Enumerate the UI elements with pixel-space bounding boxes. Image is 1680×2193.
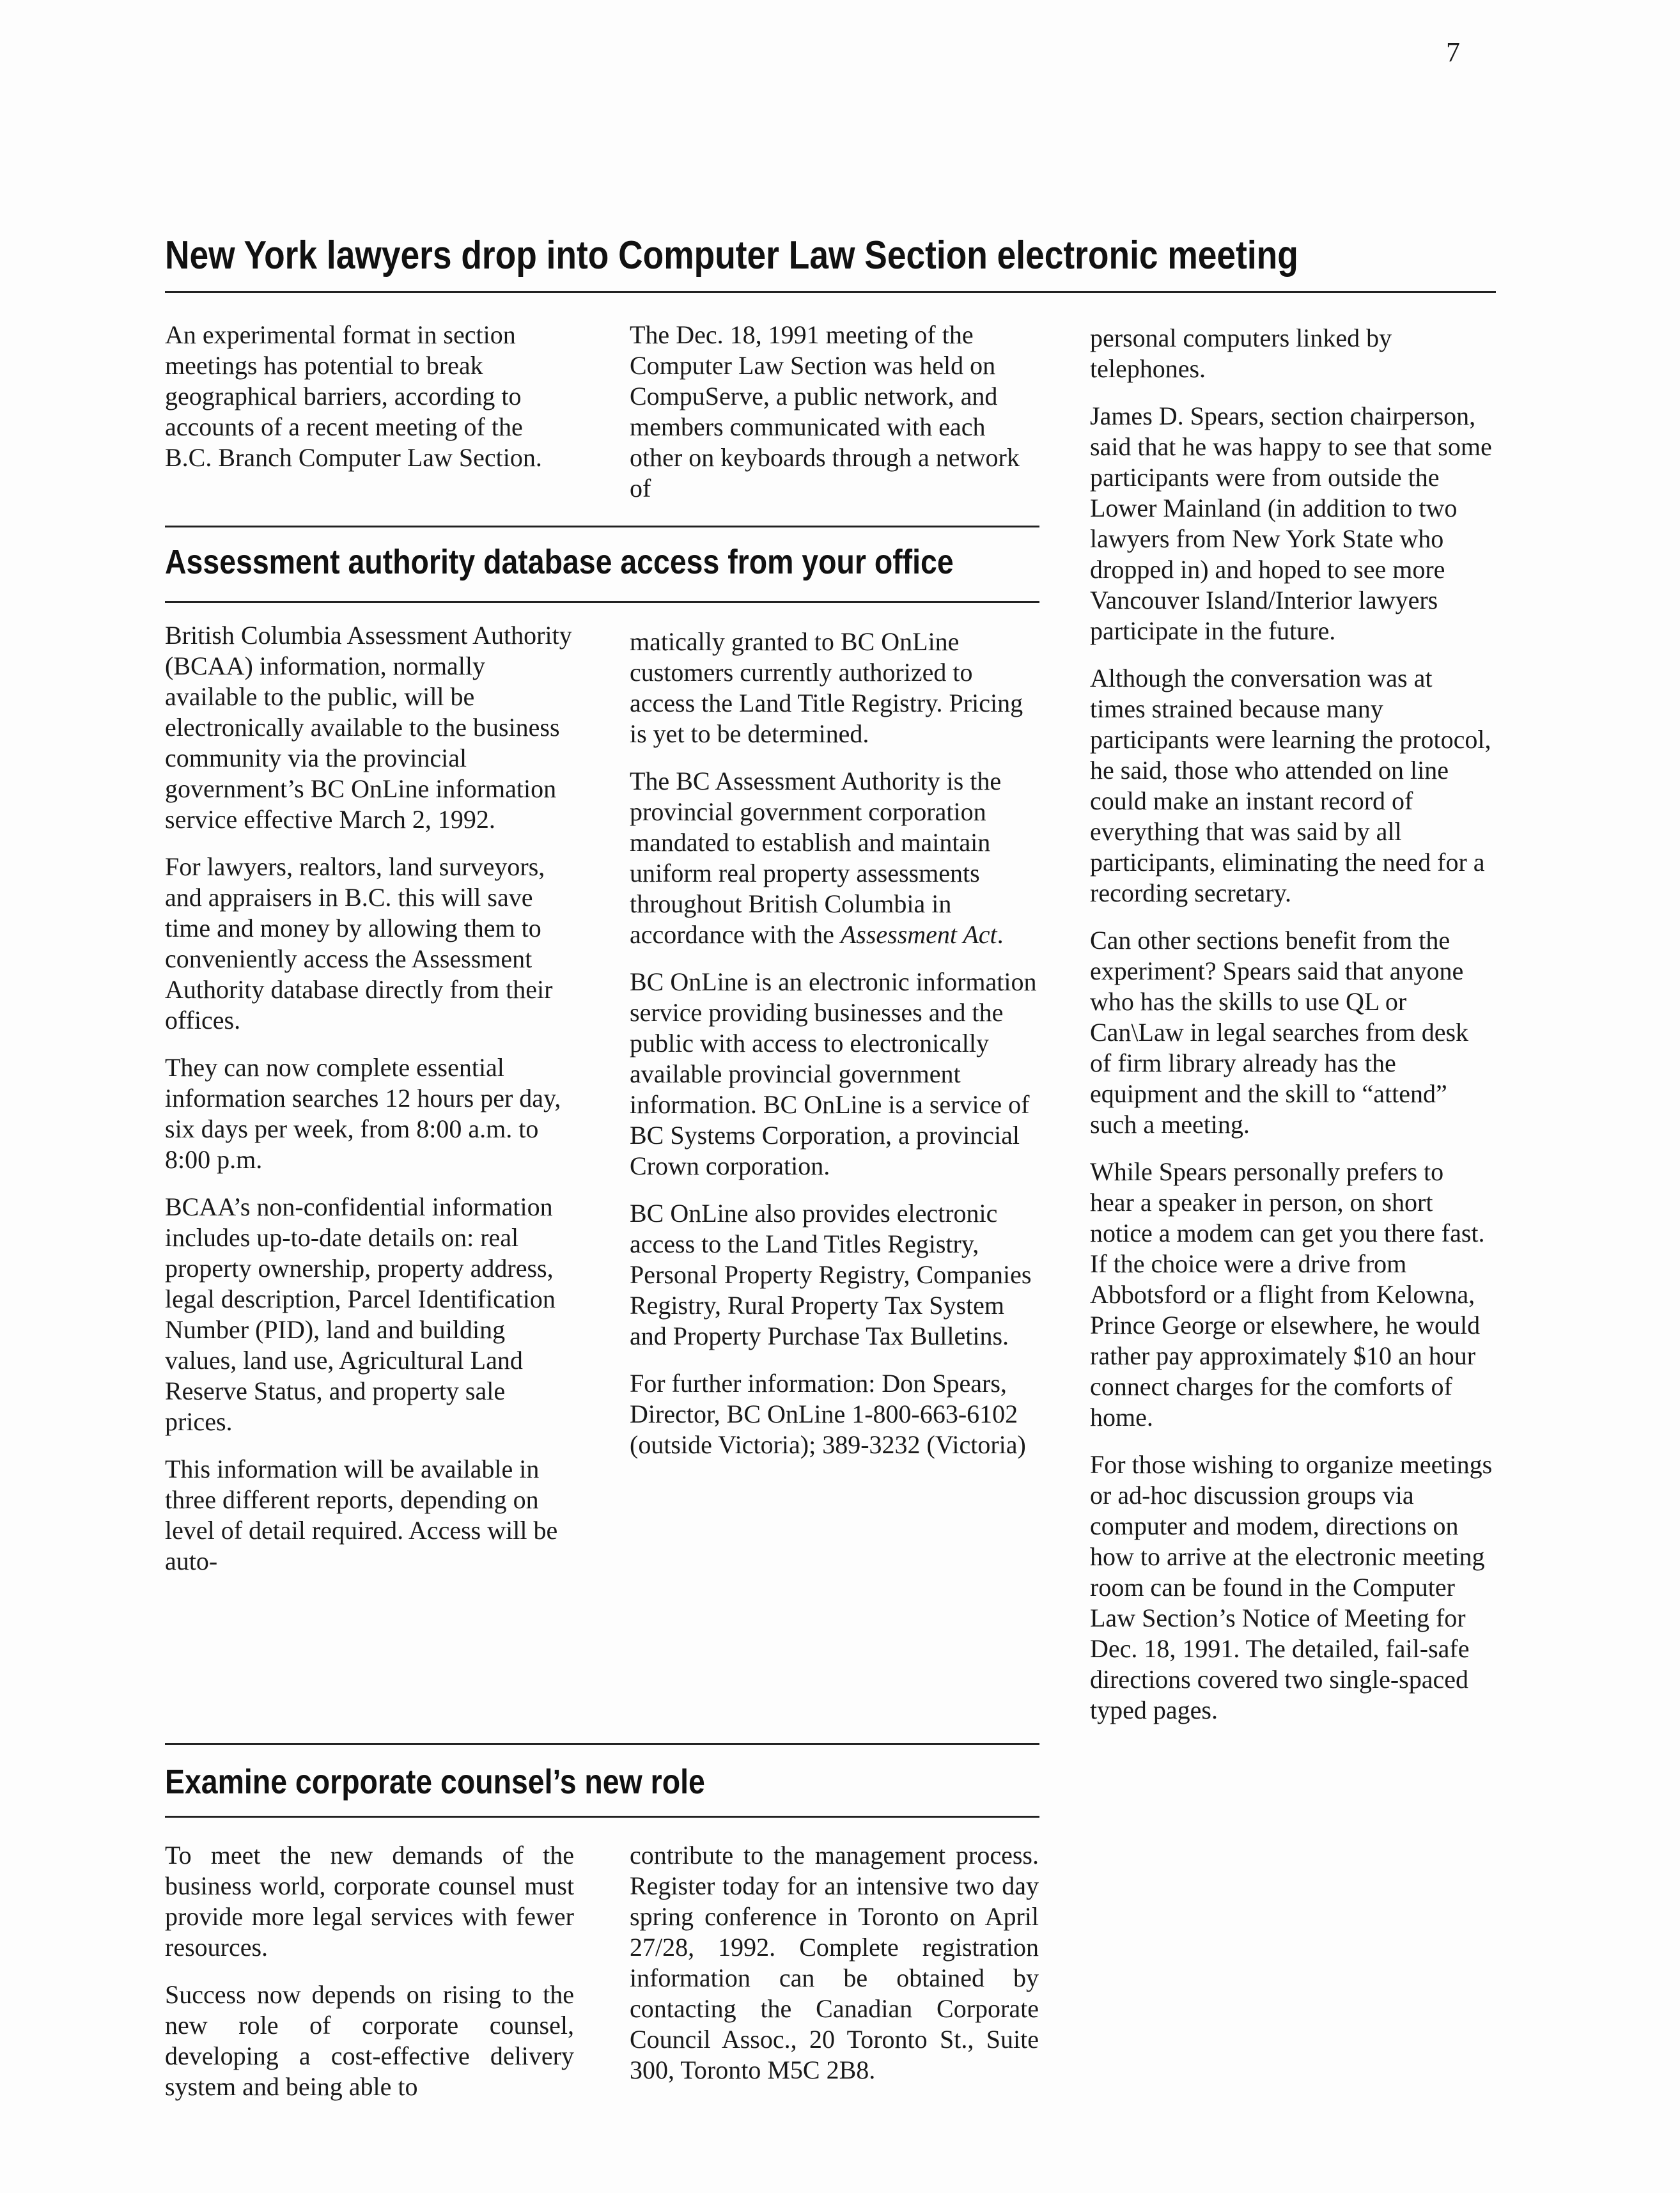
assessment-col1-paragraph: British Columbia Assessment Authority (BCAA) information, normally available to the public, will be electronically available to the business community via the provincial government’s BC OnLine information service effective March 2, 1992. — [165, 621, 572, 834]
assessment-col2-paragraph-act — [630, 766, 1039, 950]
counsel-col2-paragraph: contribute to the management process. Register today for an intensive two day spring conference in Toronto on April 27/28, 1992. Complete registration information can be obtained by contacting the Canadian Corporate Council Assoc., 20 Toronto St., Suite 300, Toronto M5C 2B8. — [630, 1841, 1039, 2084]
assessment-act-title: Assessment Act — [840, 920, 997, 949]
main-col3-paragraph: For those wishing to organize meetings or ad-hoc discussion groups via computer and modem, directions on how to arrive at the electronic meeting room can be found in the Computer Law Section’s Notice of Meeting for Dec. 18, 1991. The detailed, fail-safe directions covered two single-spaced typed pages. — [1090, 1450, 1493, 1724]
assessment-col2 — [630, 627, 1039, 1460]
counsel-col1-paragraph: Success now depends on rising to the new role of corporate counsel, developing a cost-effective delivery system and being able to — [165, 1980, 574, 2101]
main-headline: New York lawyers drop into Computer Law Section electronic meeting — [165, 233, 1298, 277]
assessment-col1-paragraph: For lawyers, realtors, land surveyors, and appraisers in B.C. this will save time and money by allowing them to conveniently access the Assessment Authority database directly from their offices. — [165, 852, 553, 1034]
assessment-act-period: . — [997, 920, 1004, 949]
assessment-col1-paragraph: This information will be available in three different reports, depending on level of detail required. Access will be auto- — [165, 1455, 558, 1575]
counsel-col2 — [630, 1840, 1039, 2086]
counsel-col1-paragraph: To meet the new demands of the business world, corporate counsel must provide more legal services with fewer resources. — [165, 1841, 574, 1962]
assessment-col2-paragraph: For further information: Don Spears, Director, BC OnLine 1-800-663-6102 (outside Victoria); 389-3232 (Victoria) — [630, 1369, 1026, 1459]
assessment-col2-paragraph: BC OnLine is an electronic information service providing businesses and the public with access to electronically available provincial government information. BC OnLine is a service of BC Systems Corporation, a provincial Crown corporation. — [630, 967, 1037, 1180]
main-article-col1 — [165, 320, 561, 473]
assessment-col1-paragraph: BCAA’s non-confidential information includes up-to-date details on: real property ownership, property address, legal description, Parcel Identification Number (PID), land and building values, land use, Agricultural Land Reserve Status, and property sale prices. — [165, 1192, 556, 1436]
counsel-headline: Examine corporate counsel’s new role — [165, 1763, 705, 1801]
assessment-col1 — [165, 620, 574, 1577]
page-number: 7 — [1446, 36, 1460, 68]
counsel-top-rule — [165, 1743, 1039, 1745]
counsel-bottom-rule — [165, 1816, 1039, 1818]
main-col3-paragraph: James D. Spears, section chairperson, said that he was happy to see that some participants were from outside the Lower Mainland (in addition to two lawyers from New York State who dropped in) and hoped to see more Vancouver Island/Interior lawyers participate in the future. — [1090, 402, 1492, 645]
main-col3-paragraph: While Spears personally prefers to hear a speaker in person, on short notice a modem can get you there fast. If the choice were a drive from Abbotsford or a flight from Kelowna, Prince George or elsewhere, he would rather pay approximately $10 an hour connect charges for the comforts of home. — [1090, 1157, 1485, 1432]
main-col3-paragraph: personal computers linked by telephones. — [1090, 324, 1392, 383]
main-article-col3 — [1090, 323, 1493, 1726]
assessment-top-rule — [165, 526, 1039, 527]
main-col3-paragraph: Although the conversation was at times strained because many participants were learning the protocol, he said, those who attended on line could make an instant record of everything that was said by all participants, eliminating the need for a recording secretary. — [1090, 664, 1491, 907]
counsel-col1 — [165, 1840, 574, 2102]
assessment-col2-paragraph: BC OnLine also provides electronic access to the Land Titles Registry, Personal Property Registry, Companies Registry, Rural Property Tax System and Property Purchase Tax Bulletins. — [630, 1199, 1032, 1350]
assessment-act-text: The BC Assessment Authority is the provincial government corporation mandated to establish and maintain uniform real property assessments throughout British Columbia in accordance with the — [630, 767, 1002, 949]
main-col2-paragraph: The Dec. 18, 1991 meeting of the Computer Law Section was held on CompuServe, a public network, and members communicated with each other on keyboards through a network of — [630, 320, 1020, 503]
assessment-headline: Assessment authority database access from your office — [165, 543, 954, 581]
main-col3-paragraph: Can other sections benefit from the experiment? Spears said that anyone who has the skills to use QL or Can\Law in legal searches from desk of firm library already has the equipment and the skill to “attend” such a meeting. — [1090, 926, 1469, 1139]
assessment-bottom-rule — [165, 601, 1039, 603]
main-headline-rule — [165, 291, 1496, 293]
main-col1-paragraph: An experimental format in section meetings has potential to break geographical barriers, according to accounts of a recent meeting of the B.C. Branch Computer Law Section. — [165, 320, 542, 472]
assessment-col1-paragraph: They can now complete essential information searches 12 hours per day, six days per week, from 8:00 a.m. to 8:00 p.m. — [165, 1053, 561, 1174]
assessment-col2-paragraph: matically granted to BC OnLine customers currently authorized to access the Land Title Registry. Pricing is yet to be determined. — [630, 627, 1023, 748]
main-article-col2 — [630, 320, 1039, 504]
